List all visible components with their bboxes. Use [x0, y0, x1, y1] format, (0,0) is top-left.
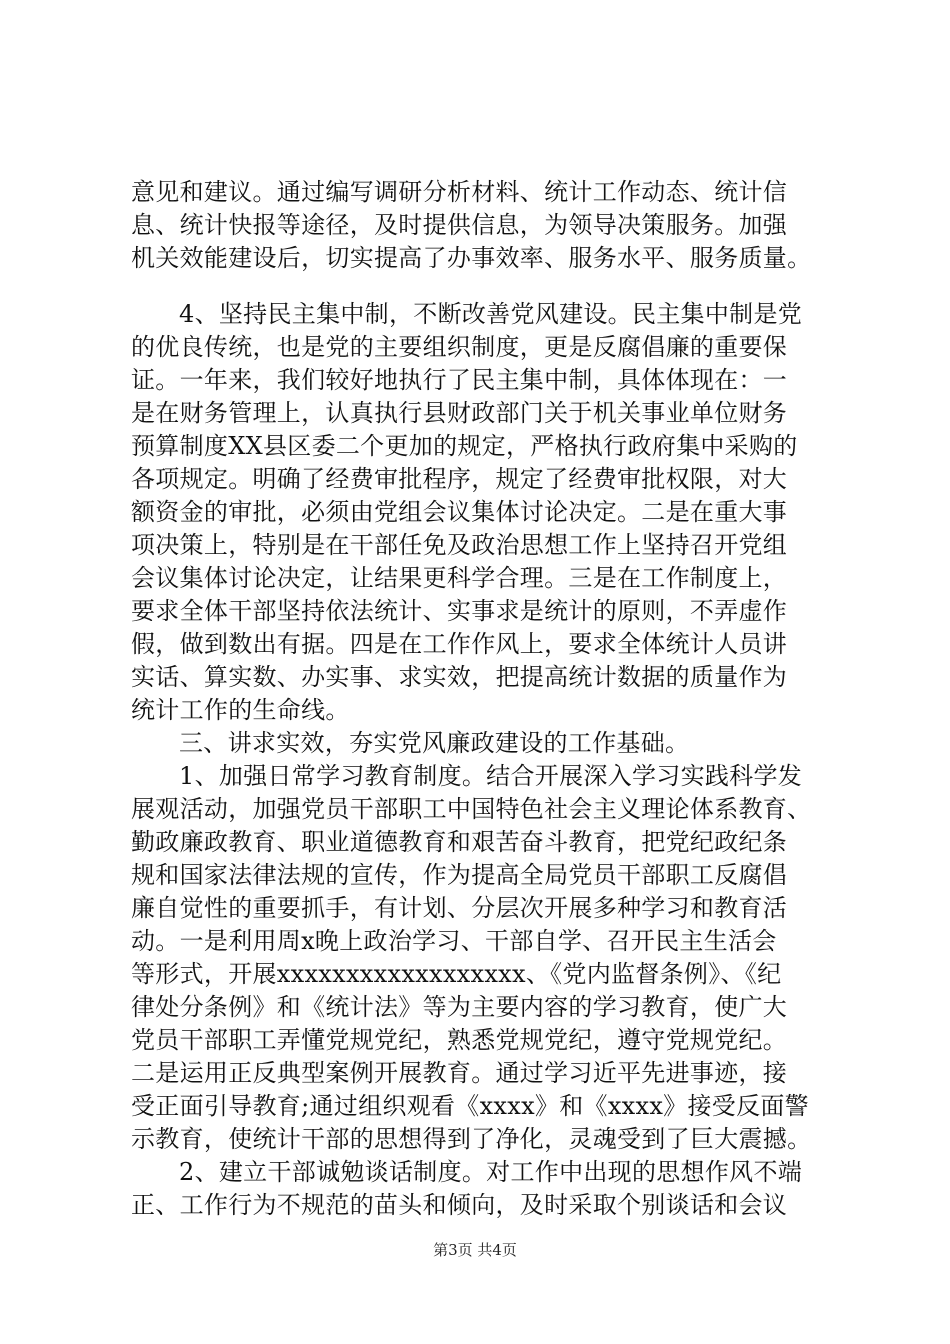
text-line: 额资金的审批，必须由党组会议集体讨论决定。二是在重大事 — [131, 498, 788, 526]
text-line: 勤政廉政教育、职业道德教育和艰苦奋斗教育，把党纪政纪条 — [131, 828, 788, 856]
paragraph-start-line: 1、加强日常学习教育制度。结合开展深入学习实践科学发 — [179, 762, 803, 790]
text-line: 假，做到数出有据。四是在工作作风上，要求全体统计人员讲 — [131, 630, 788, 658]
text-line: 律处分条例》和《统计法》等为主要内容的学习教育，使广大 — [131, 993, 788, 1021]
text-line: 各项规定。明确了经费审批程序，规定了经费审批权限，对大 — [131, 465, 788, 493]
section-heading: 三、讲求实效，夯实党风廉政建设的工作基础。 — [179, 729, 690, 757]
text-line: 等形式，开展xxxxxxxxxxxxxxxxxx、《党内监督条例》、《纪 — [131, 960, 782, 988]
paragraph-start-line: 2、建立干部诚勉谈话制度。对工作中出现的思想作风不端 — [179, 1158, 803, 1186]
text-line: 二是运用正反典型案例开展教育。通过学习近平先进事迹，接 — [131, 1059, 788, 1087]
text-line: 会议集体讨论决定，让结果更科学合理。三是在工作制度上， — [131, 564, 788, 592]
page-number-footer: 第3页 共4页 — [433, 1241, 517, 1259]
text-line: 实话、算实数、办实事、求实效，把提高统计数据的质量作为 — [131, 663, 788, 691]
text-line: 的优良传统，也是党的主要组织制度，更是反腐倡廉的重要保 — [131, 333, 788, 361]
text-line: 是在财务管理上，认真执行县财政部门关于机关事业单位财务 — [131, 399, 788, 427]
text-line: 受正面引导教育;通过组织观看《xxxx》和《xxxx》接受反面警 — [131, 1092, 809, 1120]
text-line: 意见和建议。通过编写调研分析材料、统计工作动态、统计信 — [131, 178, 788, 206]
text-line: 正、工作行为不规范的苗头和倾向，及时采取个别谈话和会议 — [131, 1191, 788, 1219]
text-line: 项决策上，特别是在干部任免及政治思想工作上坚持召开党组 — [131, 531, 788, 559]
text-line: 规和国家法律法规的宣传，作为提高全局党员干部职工反腐倡 — [131, 861, 788, 889]
text-line: 示教育，使统计干部的思想得到了净化，灵魂受到了巨大震撼。 — [131, 1125, 812, 1153]
text-line: 展观活动，加强党员干部职工中国特色社会主义理论体系教育、 — [131, 795, 812, 823]
text-line: 廉自觉性的重要抓手，有计划、分层次开展多种学习和教育活 — [131, 894, 788, 922]
paragraph-start-line: 4、坚持民主集中制，不断改善党风建设。民主集中制是党 — [179, 300, 803, 328]
text-line: 机关效能建设后，切实提高了办事效率、服务水平、服务质量。 — [131, 244, 812, 272]
text-line: 要求全体干部坚持依法统计、实事求是统计的原则，不弄虚作 — [131, 597, 788, 625]
text-line: 统计工作的生命线。 — [131, 696, 350, 724]
text-line: 动。一是利用周x晚上政治学习、干部自学、召开民主生活会 — [131, 927, 777, 955]
text-line: 证。一年来，我们较好地执行了民主集中制，具体体现在：一 — [131, 366, 788, 394]
text-line: 预算制度XX县区委二个更加的规定，严格执行政府集中采购的 — [131, 432, 798, 460]
text-line: 息、统计快报等途径，及时提供信息，为领导决策服务。加强 — [131, 211, 788, 239]
text-line: 党员干部职工弄懂党规党纪，熟悉党规党纪，遵守党规党纪。 — [131, 1026, 788, 1054]
